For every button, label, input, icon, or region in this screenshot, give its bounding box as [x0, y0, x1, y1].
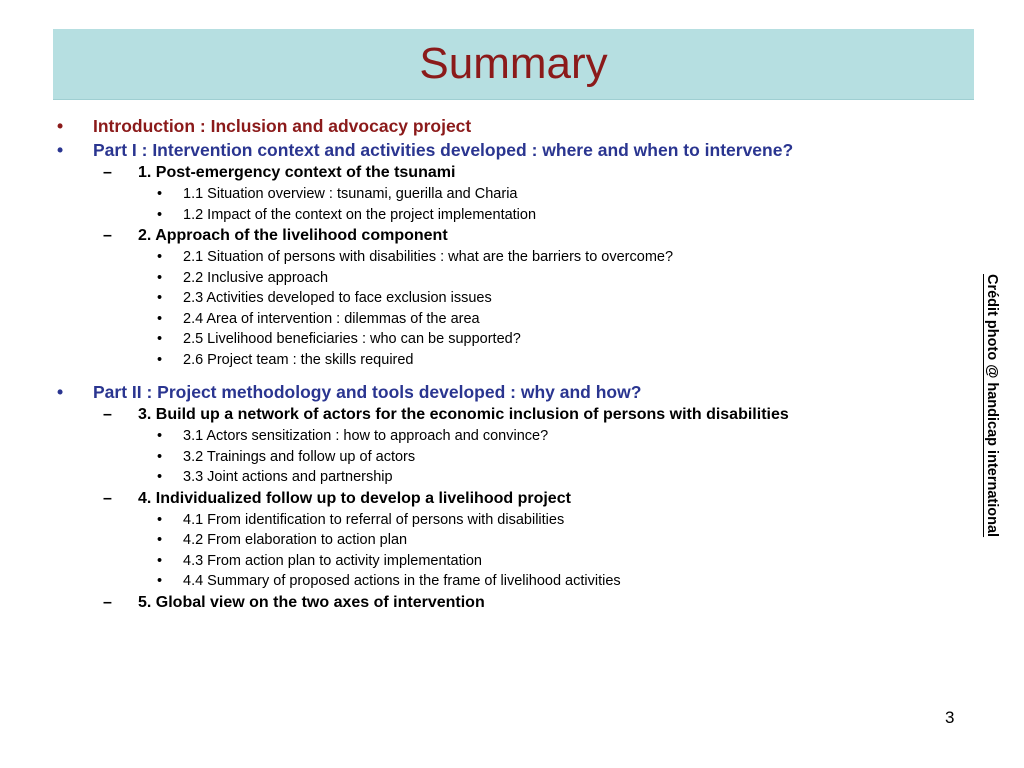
page-number: 3 [945, 708, 955, 727]
outline-text: 2.6 Project team : the skills required [183, 351, 414, 368]
outline-text: 3.3 Joint actions and partnership [183, 469, 393, 485]
dash-bullet: – [103, 227, 112, 244]
outline-text: 3.1 Actors sensitization : how to approach and convince? [183, 428, 549, 444]
outline-subsection-item [55, 530, 955, 551]
bullet-dot: • [157, 290, 163, 306]
slide-title: Summary [419, 39, 608, 88]
outline-spacer [55, 370, 955, 380]
outline-text: 2.3 Activities developed to face exclusion issues [183, 290, 492, 306]
outline-subsection-item [55, 268, 955, 289]
bullet-dot: • [157, 331, 163, 347]
bullet-dot: • [157, 573, 163, 589]
photo-credit-text: Crédit photo @ handicap international [984, 274, 1000, 538]
outline-text: 4.3 From action plan to activity implementation [183, 552, 482, 569]
outline-subsection-item [55, 467, 955, 488]
bullet-dot: • [157, 469, 163, 485]
photo-credit [984, 274, 1004, 584]
outline-section-item [55, 162, 955, 184]
outline-subsection-item [55, 329, 955, 350]
bullet-dot: • [57, 382, 64, 402]
outline-text: 2.4 Area of intervention : dilemmas of the area [183, 310, 480, 327]
dash-bullet: – [103, 406, 112, 423]
dash-bullet: – [103, 164, 112, 181]
bullet-dot: • [157, 310, 163, 327]
bullet-dot: • [157, 532, 163, 548]
outline-subsection-item [55, 288, 955, 309]
outline-section-item [55, 404, 955, 426]
outline-text: 1. Post-emergency context of the tsunami [138, 164, 456, 181]
outline-section-item [55, 225, 955, 247]
outline-text: 4.2 From elaboration to action plan [183, 532, 408, 548]
outline-subsection-item [55, 350, 955, 371]
bullet-dot: • [157, 186, 163, 202]
dash-bullet: – [103, 593, 112, 611]
outline-part-item [55, 138, 955, 162]
bullet-dot: • [57, 140, 64, 160]
bullet-dot: • [157, 511, 163, 528]
outline-text: 4.1 From identification to referral of persons with disabilities [183, 511, 565, 528]
bullet-dot: • [157, 428, 163, 444]
outline-text: 4.4 Summary of proposed actions in the frame of livelihood activities [183, 573, 621, 589]
outline-text: 1.2 Impact of the context on the project implementation [183, 206, 537, 223]
outline-subsection-item [55, 247, 955, 268]
outline-subsection-item [55, 426, 955, 447]
outline-text: Introduction : Inclusion and advocacy project [93, 116, 472, 136]
outline-text: 4. Individualized follow up to develop a livelihood project [138, 489, 571, 507]
outline-subsection-item [55, 205, 955, 226]
outline-text: 3. Build up a network of actors for the economic inclusion of persons with disabilities [138, 406, 789, 423]
outline-text: 2.1 Situation of persons with disabilities : what are the barriers to overcome? [183, 249, 674, 265]
outline-text: 5. Global view on the two axes of intervention [138, 593, 485, 611]
dash-bullet: – [103, 489, 112, 507]
outline-text: 2.2 Inclusive approach [183, 269, 329, 286]
bullet-dot: • [157, 249, 163, 265]
outline-subsection-item [55, 571, 955, 592]
bullet-dot: • [157, 206, 163, 223]
outline-text: 2. Approach of the livelihood component [138, 227, 448, 244]
outline-part-item [55, 380, 955, 404]
bullet-dot: • [157, 351, 163, 368]
outline-text: Part I : Intervention context and activities developed : where and when to intervene? [93, 140, 794, 160]
outline-text: Part II : Project methodology and tools developed : why and how? [93, 382, 642, 402]
outline-part-item [55, 114, 955, 138]
summary-outline [55, 114, 955, 614]
outline-subsection-item [55, 510, 955, 531]
outline-text: 2.5 Livelihood beneficiaries : who can be supported? [183, 331, 521, 347]
outline-section-item [55, 488, 955, 510]
bullet-dot: • [157, 448, 163, 465]
bullet-dot: • [157, 269, 163, 286]
outline-subsection-item [55, 551, 955, 572]
outline-subsection-item [55, 309, 955, 330]
outline-text: 3.2 Trainings and follow up of actors [183, 448, 416, 465]
bullet-dot: • [57, 116, 64, 136]
outline-text: 1.1 Situation overview : tsunami, guerilla and Charia [183, 186, 518, 202]
outline-subsection-item [55, 447, 955, 468]
title-bar [53, 29, 974, 100]
bullet-dot: • [157, 552, 163, 569]
outline-section-item [55, 592, 955, 614]
outline-subsection-item [55, 184, 955, 205]
